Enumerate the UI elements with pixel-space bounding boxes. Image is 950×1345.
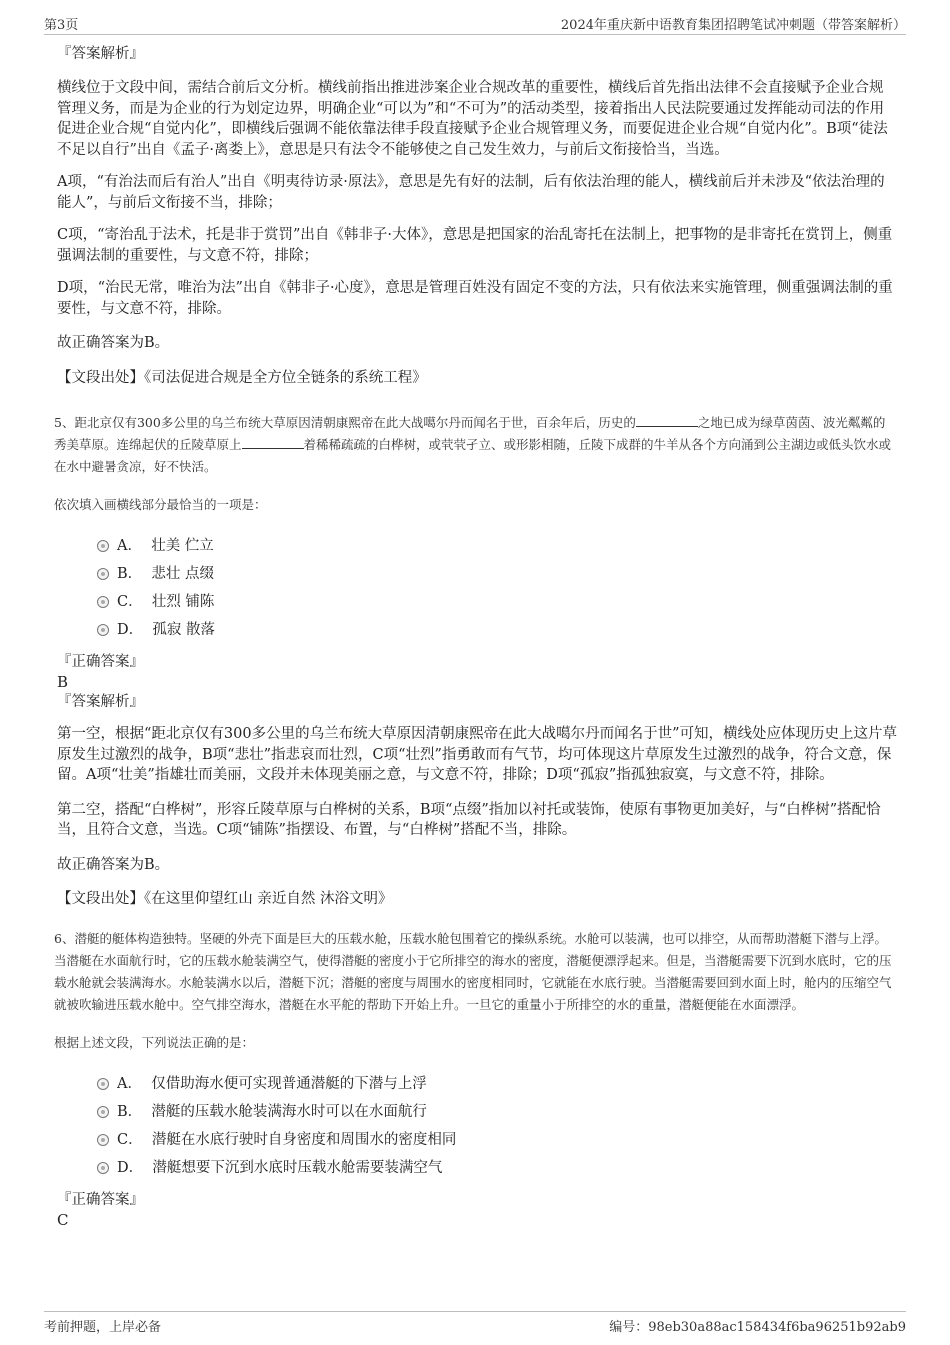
q6-option-b[interactable]: B． 潜艇的压载水舱装满海水时可以在水面航行 (57, 1098, 897, 1126)
q4-analysis-paragraph: D项，“治民无常，唯治为法”出自《韩非子·心度》，意思是管理百姓没有固定不变的方法，只有依法来实施管理，侧重强调法制的重要性，与文意不符，排除。 (57, 280, 893, 317)
radio-icon[interactable] (97, 596, 109, 608)
radio-icon[interactable] (97, 624, 109, 636)
q6-option-a[interactable]: A． 仅借助海水便可实现普通潜艇的下潜与上浮 (57, 1070, 897, 1098)
q6-option-d[interactable]: D． 潜艇想要下沉到水底时压载水舱需要装满空气 (57, 1154, 897, 1182)
q5-analysis-label: 『答案解析』 (57, 694, 144, 710)
q4-conclusion: 故正确答案为B。 (57, 335, 170, 351)
q5-correct-answer: B (57, 673, 69, 691)
q5-analysis-paragraph: 第二空，搭配“白桦树”，形容丘陵草原与白桦树的关系，B项“点缀”指加以衬托或装饰，使原有事物更加美好，与“白桦树”搭配恰当，且符合文意，当选。C项“铺陈”指摆设、布置，与“白桦树”搭配不当，排除。 (57, 801, 881, 838)
radio-icon[interactable] (97, 1134, 109, 1146)
q4-analysis-paragraph: 横线位于文段中间，需结合前后文分析。横线前指出推进涉案企业合规改革的重要性，横线后首先指出法律不会直接赋予企业合规管理义务，而是为企业的行为划定边界，明确企业“可以为”和“不可为”的活动类型，接着指出人民法院要通过发挥能动司法的作用促进企业合规“自觉内化”，即横线后强调不能依靠法律手段直接赋予企业合规管理义务，而要促进企业合规“自觉内化”。B项“徒法不足以自行”出自《孟子·离娄上》，意思是只有法令不能够使之自己发生效力，与前后文衔接恰当，当选。 (57, 80, 888, 158)
q5-option-c[interactable]: C． 壮烈 铺陈 (57, 588, 897, 616)
q6-correct-label: 『正确答案』 (57, 1191, 144, 1208)
radio-icon[interactable] (97, 1078, 109, 1090)
q4-analysis-label: 『答案解析』 (57, 46, 144, 62)
q5-analysis-paragraph: 第一空，根据“距北京仅有300多公里的乌兰布统大草原因清朝康熙帝在此大战噶尔丹而闻名于世”可知，横线处应体现历史上这片草原发生过激烈的战争，B项“悲壮”指悲哀而壮烈，C项“壮烈”指勇敢而有气节，均可体现这片草原发生过激烈的战争，符合文意，保留。A项“壮美”指雄壮而美丽，文段并未体现美丽之意，与文意不符，排除；D项“孤寂”指孤独寂寞，与文意不符，排除。 (57, 726, 897, 783)
q5-prompt: 依次填入画横线部分最恰当的一项是： (54, 497, 267, 512)
q5-stem: 5、距北京仅有300多公里的乌兰布统大草原因清朝康熙帝在此大战噶尔丹而闻名于世，百余年后，历史的 之地已成为绿草茵茵、波光粼粼的秀美草原。连绵起伏的丘陵草原上 着稀稀疏疏的白桦树，或茕茕孑立、或形影相随，丘陵下成群的牛羊从各个方向涌到公主湖边或低头饮水或在水中避暑贪凉，好不快活。 (54, 415, 892, 474)
fill-blank-2 (242, 436, 304, 449)
document-id: 编号：98eb30a88ac158434f6ba96251b92ab9 (609, 1320, 906, 1335)
page-content (54, 44, 897, 1230)
q6-stem: 6、潜艇的艇体构造独特。坚硬的外壳下面是巨大的压载水舱，压载水舱包围着它的操纵系统。水舱可以装满，也可以排空，从而帮助潜艇下潜与上浮。当潜艇在水面航行时，它的压载水舱装满空气，使得潜艇的密度小于它所排空的海水的密度，潜艇便漂浮起来。但是，当潜艇需要下沉到水底时，它的压载水舱就会装满海水。水舱装满水以后，潜艇下沉；潜艇的密度与周围水的密度相同时，它就能在水底行驶。当潜艇需要回到水面上时，舱内的压缩空气就被吹输进压载水舱中。空气排空海水，潜艇在水平舵的帮助下开始上升。一旦它的重量小于所排空的水的重量，潜艇便能在水面漂浮。 (54, 930, 892, 1012)
q6-correct-answer: C (57, 1210, 69, 1229)
q6-prompt: 根据上述文段，下列说法正确的是： (54, 1034, 255, 1050)
radio-icon[interactable] (97, 568, 109, 580)
fill-blank-1 (636, 414, 698, 427)
q5-option-b[interactable]: B． 悲壮 点缀 (57, 560, 897, 588)
q4-analysis-paragraph: A项，“有治法而后有治人”出自《明夷待访录·原法》，意思是先有好的法制，后有依法治理的能人，横线前后并未涉及“依法治理的能人”，与前后文衔接不当，排除； (57, 174, 885, 211)
page-footer (44, 1311, 906, 1336)
radio-icon[interactable] (97, 540, 109, 552)
q4-source: 【文段出处】《司法促进合规是全方位全链条的系统工程》 (57, 369, 427, 386)
q5-option-a[interactable]: A． 壮美 伫立 (57, 532, 897, 560)
q6-option-c[interactable]: C． 潜艇在水底行驶时自身密度和周围水的密度相同 (57, 1126, 897, 1154)
q4-analysis-paragraph: C项，“寄治乱于法术，托是非于赏罚”出自《韩非子·大体》，意思是把国家的治乱寄托在法制上，把事物的是非寄托在赏罚上，侧重强调法制的重要性，与文意不符，排除； (57, 227, 893, 264)
q5-conclusion: 故正确答案为B。 (57, 856, 170, 873)
q5-correct-label: 『正确答案』 (57, 654, 144, 670)
radio-icon[interactable] (97, 1162, 109, 1174)
page-number: 第3页 (44, 18, 79, 33)
q5-source: 【文段出处】《在这里仰望红山 亲近自然 沐浴文明》 (57, 891, 393, 907)
page-header (44, 12, 906, 35)
document-title: 2024年重庆新中语教育集团招聘笔试冲刺题（带答案解析） (560, 18, 906, 33)
radio-icon[interactable] (97, 1106, 109, 1118)
footer-slogan: 考前押题，上岸必备 (44, 1320, 162, 1335)
q5-option-d[interactable]: D． 孤寂 散落 (57, 616, 897, 644)
